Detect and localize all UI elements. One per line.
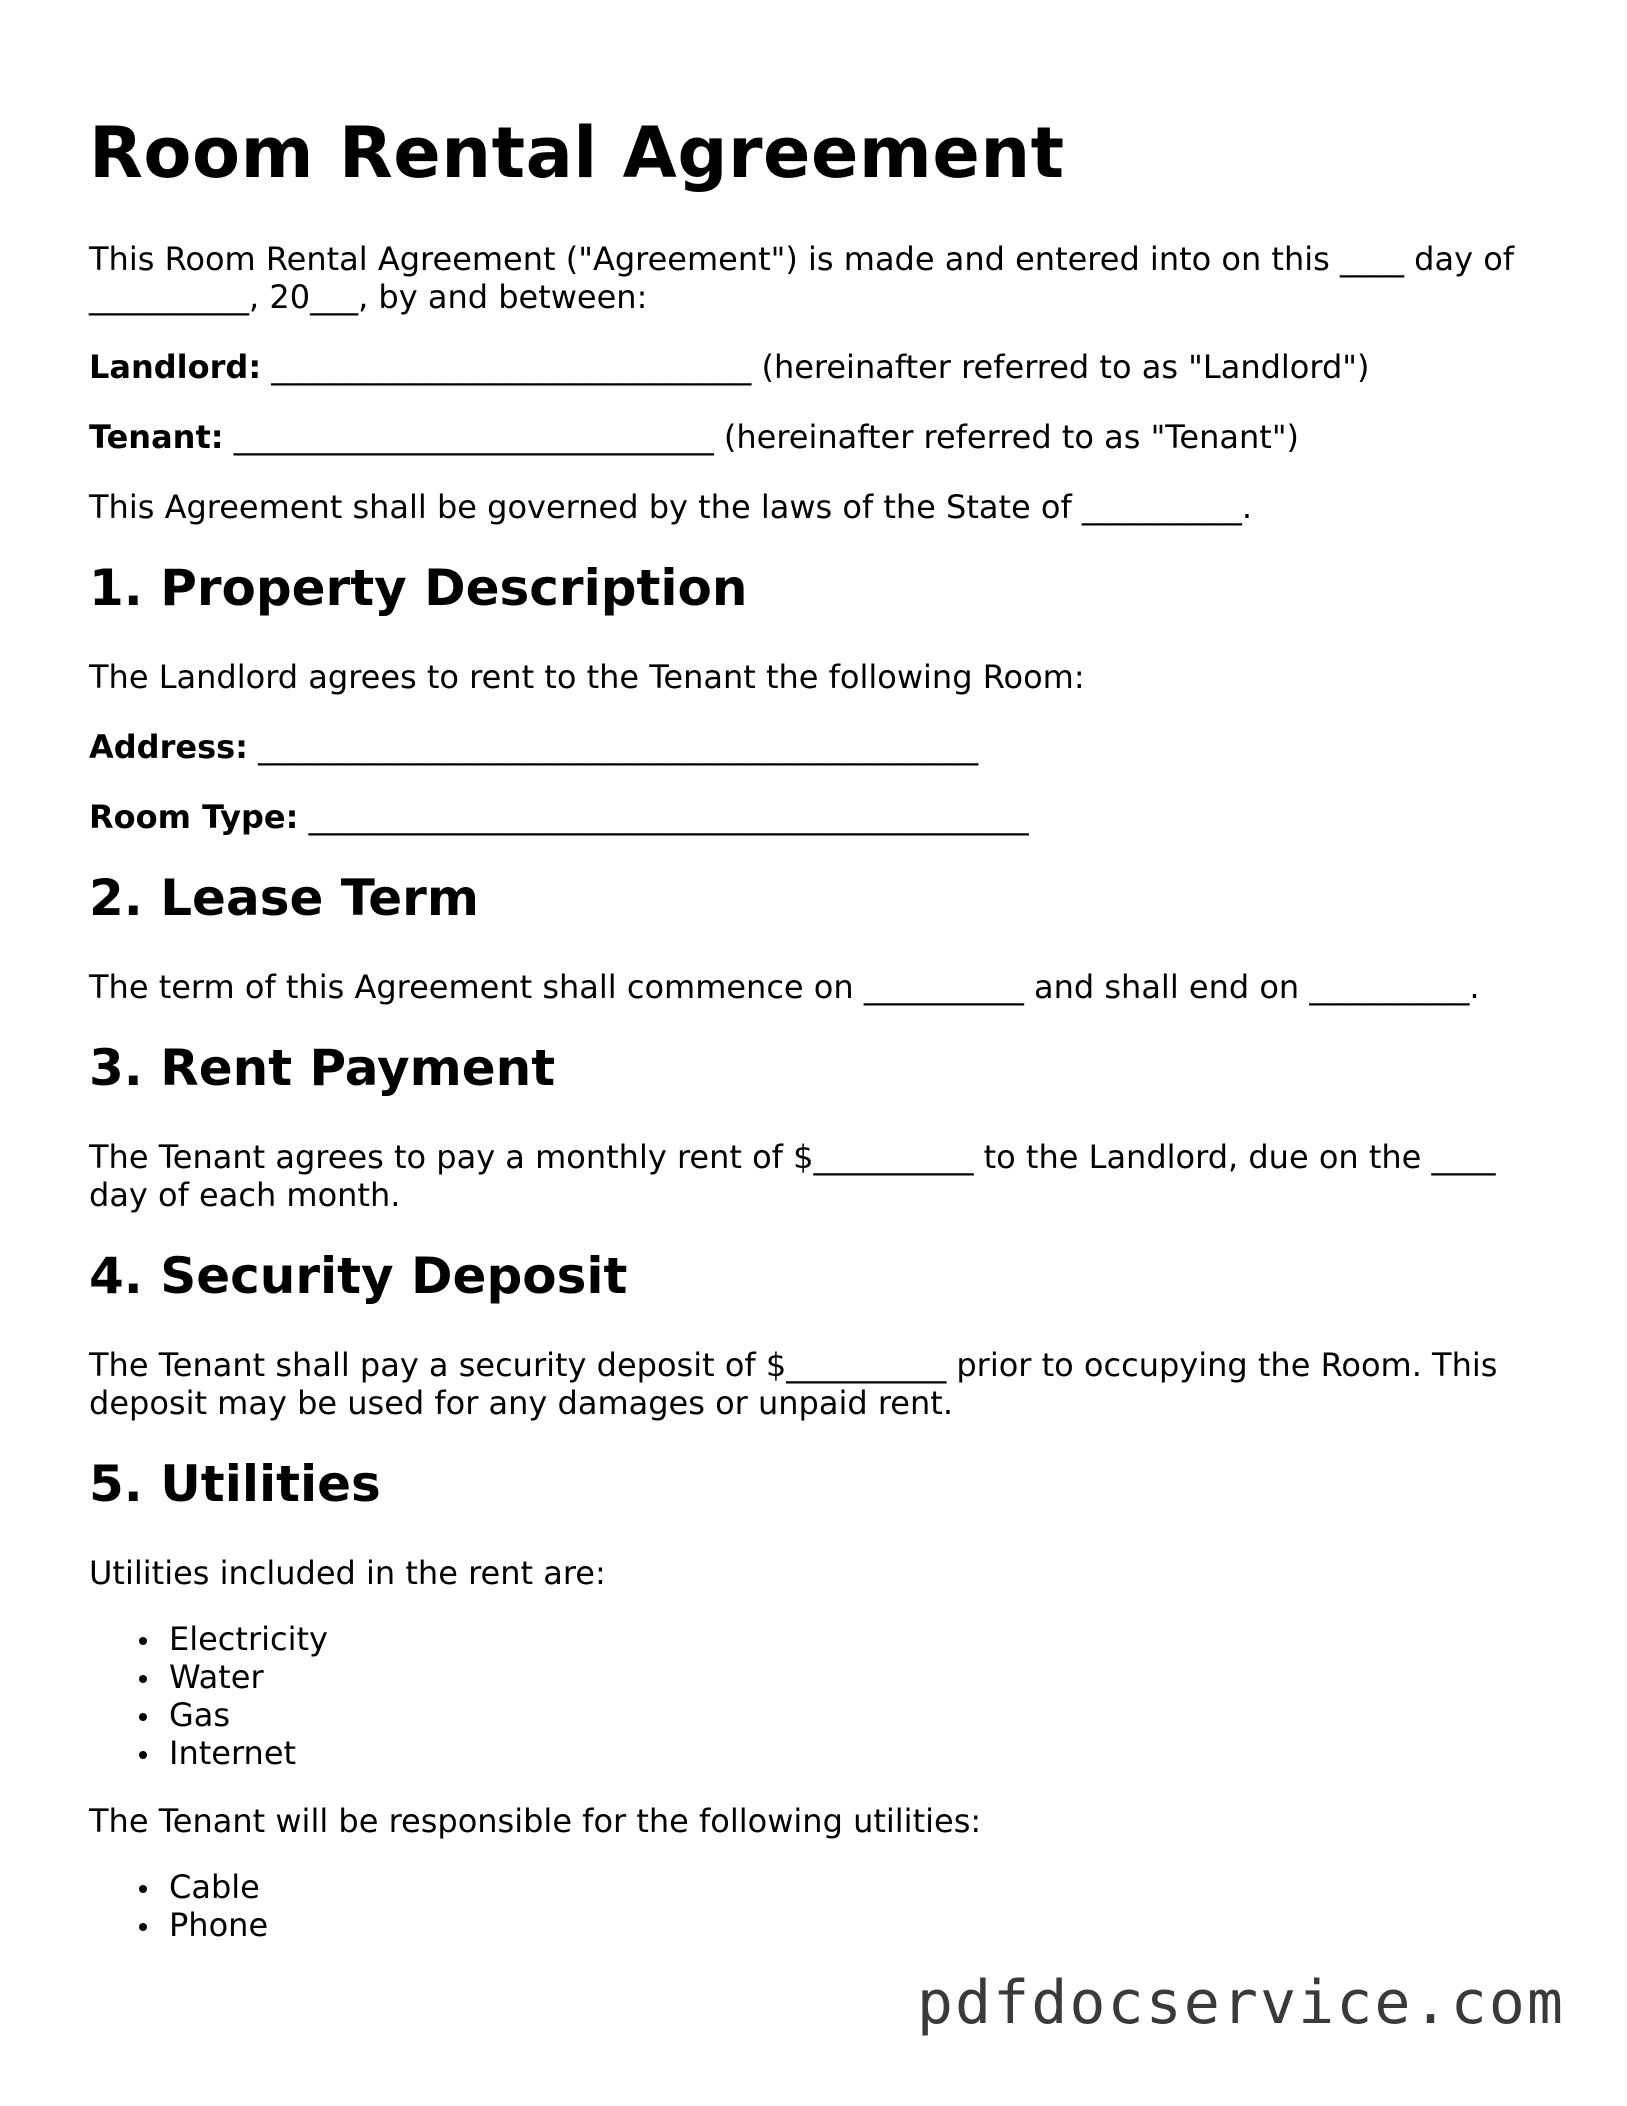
- list-item: Phone: [169, 1906, 1529, 1944]
- list-item: Water: [169, 1658, 1529, 1696]
- address-line: [89, 728, 1529, 766]
- document-page: [89, 108, 1529, 1974]
- tenant-label: Tenant:: [89, 418, 224, 456]
- address-label: Address:: [89, 728, 248, 766]
- utilities-included-intro: Utilities included in the rent are:: [89, 1554, 606, 1592]
- room-type-blank: _____________________________________________: [298, 798, 1029, 836]
- utilities-tenant-intro: The Tenant will be responsible for the following utilities:: [89, 1802, 982, 1840]
- watermark: pdfdocservice.com: [916, 1968, 1565, 2038]
- tenant-blank: ______________________________ (hereinafter referred to as "Tenant"): [223, 418, 1300, 456]
- section-heading-lease: 2. Lease Term: [89, 869, 479, 927]
- rent-paragraph: The Tenant agrees to pay a monthly rent of $__________ to the Landlord, due on the ____ day of each month.: [89, 1138, 1496, 1214]
- section-heading-rent: 3. Rent Payment: [89, 1039, 556, 1097]
- deposit-paragraph: The Tenant shall pay a security deposit of $__________ prior to occupying the Room. This deposit may be used for any damages or unpaid rent.: [89, 1346, 1498, 1422]
- room-type-label: Room Type:: [89, 798, 299, 836]
- list-item: Internet: [169, 1734, 1529, 1772]
- landlord-blank: ______________________________ (hereinafter referred to as "Landlord"): [261, 348, 1370, 386]
- address-blank: _____________________________________________: [247, 728, 979, 766]
- document-title: Room Rental Agreement: [89, 112, 1065, 194]
- property-intro: The Landlord agrees to rent to the Tenant the following Room:: [89, 658, 1085, 696]
- landlord-label: Landlord:: [89, 348, 262, 386]
- landlord-line: [89, 348, 1529, 386]
- intro-paragraph: This Room Rental Agreement ("Agreement") is made and entered into on this ____ day of __________, 20___, by and between:: [89, 240, 1515, 316]
- lease-term-paragraph: The term of this Agreement shall commence on __________ and shall end on __________.: [89, 968, 1480, 1006]
- list-item: Gas: [169, 1696, 1529, 1734]
- section-heading-property: 1. Property Description: [89, 559, 748, 617]
- utilities-included-list: [89, 1620, 1529, 1772]
- section-heading-deposit: 4. Security Deposit: [89, 1247, 628, 1305]
- room-type-line: [89, 798, 1529, 836]
- list-item: Electricity: [169, 1620, 1529, 1658]
- utilities-tenant-list: [89, 1868, 1529, 1944]
- tenant-line: [89, 418, 1529, 456]
- section-heading-utilities: 5. Utilities: [89, 1455, 381, 1513]
- list-item: Cable: [169, 1868, 1529, 1906]
- governing-law-paragraph: This Agreement shall be governed by the laws of the State of __________.: [89, 488, 1253, 526]
